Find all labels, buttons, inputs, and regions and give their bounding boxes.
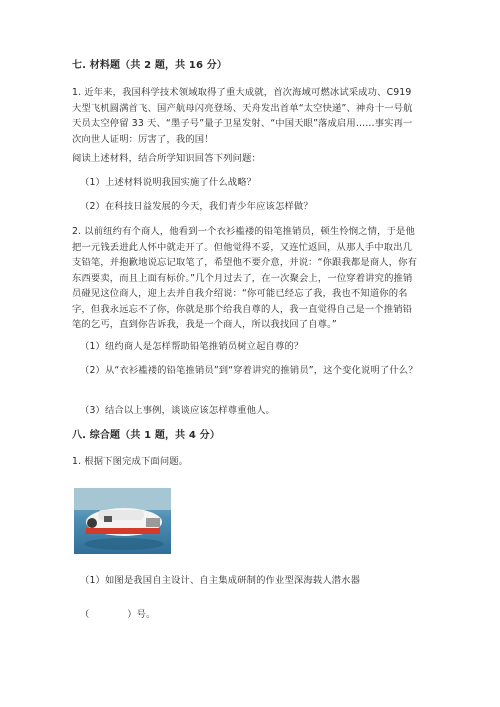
section7-heading: 七. 材料题（共 2 题，共 16 分） bbox=[72, 60, 228, 71]
section7-q1-prompt: 阅读上述材料，结合所学知识回答下列问题： bbox=[72, 153, 261, 164]
section8-q1-intro: 1. 根据下图完成下面问题。 bbox=[72, 456, 189, 467]
section7-q2-sub3: （3）结合以上事例，谈谈应该怎样尊重他人。 bbox=[80, 405, 276, 416]
section8-q1-blank[interactable]: （ ）号。 bbox=[80, 609, 156, 620]
section7-q2-paragraph: 2. 以前纽约有个商人，他看到一个衣衫褴褛的铅笔推销员，顿生怜悯之情，于是他把一元钱丢进此人怀中就走开了。但他觉得不妥，又连忙返回，从那人手中取出几支铅笔，并抱歉地说忘记取笔了，希望他不要介意，并说：“你跟我都是商人，你有东西要卖，而且上面有标价。”几个月过去了，在一次聚会上，一位穿着讲究的推销员碰见这位商人，迎上去并自我介绍说：“你可能已经忘了我，我也不知道你的名字，但我永远忘不了你，你就是那个给我自尊的人，我一直觉得自己是一个推销铅笔的乞丐，直到你告诉我，我是一个商人，所以我找回了自尊。” bbox=[72, 226, 418, 330]
section7-q2-sub1: （1）纽约商人是怎样帮助铅笔推销员树立起自尊的？ bbox=[80, 341, 304, 352]
section7-q2-sub2: （2）从“衣衫褴褛的铅笔推销员”到“穿着讲究的推销员”，这个变化说明了什么？ bbox=[80, 365, 418, 376]
section7-q1-paragraph: 1. 近年来，我国科学技术领域取得了重大成就，首次海域可燃冰试采成功、C919 大型飞机圆满首飞、国产航母闪亮登场、天舟发出首单“太空快递”、神舟十一号航天员太空停留 33 天、“墨子号”量子卫星发射、“中国天眼”落成启用……事实再一次向世人证明：厉害了，我的国！ bbox=[72, 87, 413, 145]
section8-heading: 八. 综合题（共 1 题，共 4 分） bbox=[72, 430, 220, 441]
section7-q1-sub1: （1）上述材料说明我国实施了什么战略？ bbox=[80, 177, 257, 188]
submersible-photo bbox=[74, 488, 171, 554]
section8-q1-sub1: （1）如图是我国自主设计、自主集成研制的作业型深海载人潜水器 bbox=[80, 575, 361, 586]
section7-q1-sub2: （2）在科技日益发展的今天，我们青少年应该怎样做？ bbox=[80, 201, 313, 212]
submersible-photo-icon bbox=[74, 488, 171, 554]
